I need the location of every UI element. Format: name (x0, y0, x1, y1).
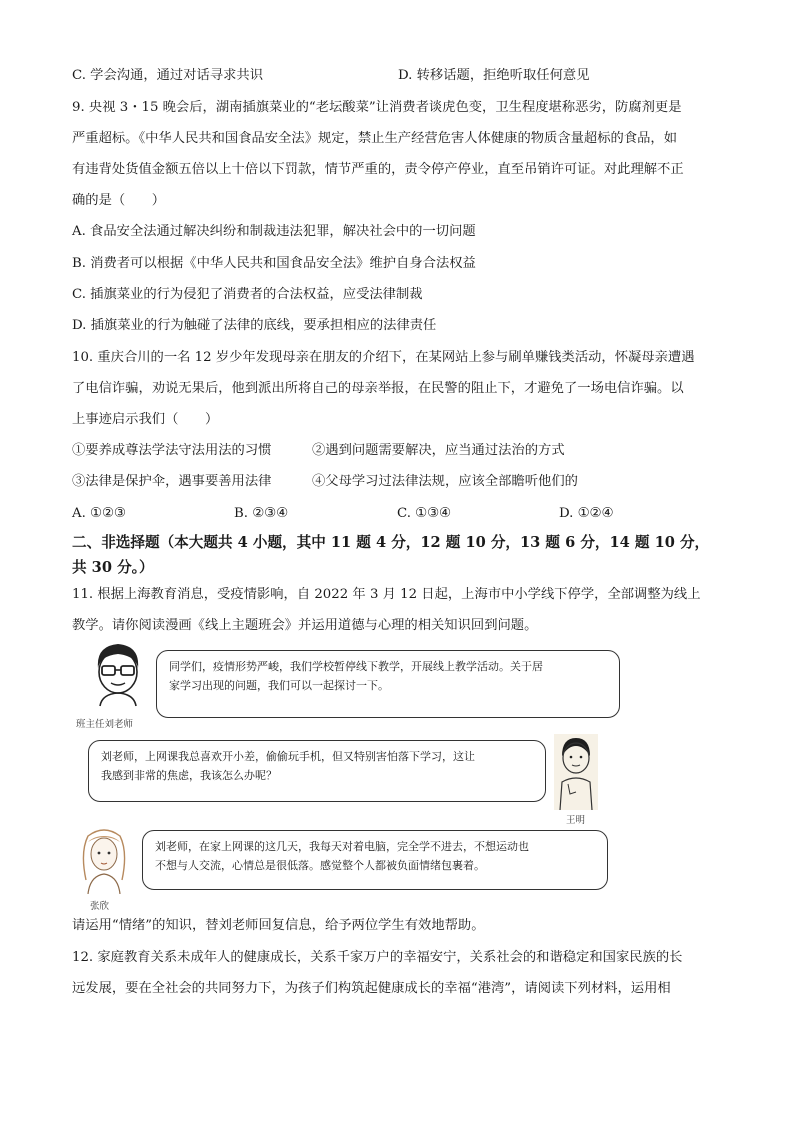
q10-stem-line-1: 10. 重庆合川的一名 12 岁少年发现母亲在朋友的介绍下，在某网站上参与刷单赚钱类活动，怀凝母亲遭遇 (72, 350, 695, 365)
q10-choice-c: C. ①③④ (397, 506, 451, 521)
q12-stem-line-1: 12. 家庭教育关系未成年人的健康成长，关系千家万户的幸福安宁，关系社会的和谐稳定和国家民族的长 (72, 950, 683, 965)
q9-option-b: B. 消费者可以根据《中华人民共和国食品安全法》维护自身合法权益 (72, 256, 476, 271)
q11-stem-line-1: 11. 根据上海教育消息，受疫情影响，自 2022 年 3 月 12 日起，上海市中小学线下停学，全部调整为线上 (72, 587, 701, 602)
q8-option-c: C. 学会沟通，通过对话寻求共识 (72, 68, 264, 83)
q10-choice-a: A. ①②③ (72, 506, 126, 521)
girl-speech-line-1: 刘老师，在家上网课的这几天，我每天对着电脑，完全学不进去，不想运动也 (155, 840, 529, 853)
q9-option-d: D. 插旗菜业的行为触碰了法律的底线，要承担相应的法律责任 (72, 318, 437, 333)
q11-stem-line-2: 教学。请你阅读漫画《线上主题班会》并运用道德与心理的相关知识回到问题。 (72, 618, 538, 633)
q9-option-c: C. 插旗菜业的行为侵犯了消费者的合法权益，应受法律制裁 (72, 287, 423, 302)
q8-option-d: D. 转移话题，拒绝听取任何意见 (398, 68, 590, 83)
q9-stem-line-3: 有违背处货值金额五倍以上十倍以下罚款，情节严重的，责令停产停业，直至吊销许可证。对此理解不正 (72, 162, 684, 177)
q10-item-1: ①要养成尊法学法守法用法的习惯 (72, 443, 272, 458)
q9-stem-line-2: 严重超标。《中华人民共和国食品安全法》规定，禁止生产经营危害人体健康的物质含量超标的食品，如 (72, 131, 678, 146)
section2-heading-line-1: 二、非选择题（本大题共 4 小题，其中 11 题 4 分，12 题 10 分，13 题 6 分，14 题 10 分， (72, 534, 710, 551)
girl-avatar (74, 822, 134, 894)
q12-stem-line-2: 远发展，要在全社会的共同努力下，为孩子们构筑起健康成长的幸福“港湾”，请阅读下列材料，运用相 (72, 981, 671, 996)
q9-option-a: A. 食品安全法通过解决纠纷和制裁违法犯罪，解决社会中的一切问题 (72, 224, 476, 239)
q9-stem-line-1: 9. 央视 3・15 晚会后，湖南插旗菜业的“老坛酸菜”让消费者谈虎色变，卫生程度堪称恶劣，防腐剂更是 (72, 100, 682, 115)
section2-heading-line-2: 共 30 分。） (72, 559, 154, 576)
q10-item-3: ③法律是保护伞，遇事要善用法律 (72, 474, 272, 489)
q10-choice-d: D. ①②④ (559, 506, 614, 521)
q10-choice-b: B. ②③④ (234, 506, 288, 521)
q10-item-4: ④父母学习过法律法规，应该全部瞻听他们的 (312, 474, 578, 489)
girl-speech-bubble (142, 830, 608, 890)
q10-stem-line-3: 上事迹启示我们（ ） (72, 412, 219, 427)
q10-item-2: ②遇到问题需要解决，应当通过法治的方式 (312, 443, 565, 458)
q11-prompt: 请运用“情绪”的知识，替刘老师回复信息，给予两位学生有效地帮助。 (72, 918, 485, 933)
girl-caption: 张欣 (90, 901, 110, 912)
teacher-caption: 班主任刘老师 (76, 719, 134, 730)
teacher-speech-line-1: 同学们，疫情形势严峻，我们学校暂停线下教学，开展线上教学活动。关于居 (169, 660, 543, 673)
q9-stem-line-4: 确的是（ ） (72, 193, 166, 208)
boy-caption: 王明 (566, 815, 586, 826)
boy-speech-line-2: 我感到非常的焦虑，我该怎么办呢？ (101, 769, 277, 782)
boy-avatar (554, 734, 598, 810)
boy-speech-bubble (88, 740, 546, 802)
teacher-speech-bubble (156, 650, 620, 718)
q10-stem-line-2: 了电信诈骗，劝说无果后，他到派出所将自己的母亲举报，在民警的阻止下，才避免了一场电信诈骗。以 (72, 381, 684, 396)
teacher-avatar (90, 640, 146, 708)
boy-speech-line-1: 刘老师，上网课我总喜欢开小差，偷偷玩手机，但又特别害怕落下学习，这让 (101, 750, 475, 763)
girl-speech-line-2: 不想与人交流，心情总是很低落。感觉整个人都被负面情绪包裹着。 (155, 859, 485, 872)
teacher-speech-line-2: 家学习出现的问题，我们可以一起探讨一下。 (169, 679, 389, 692)
